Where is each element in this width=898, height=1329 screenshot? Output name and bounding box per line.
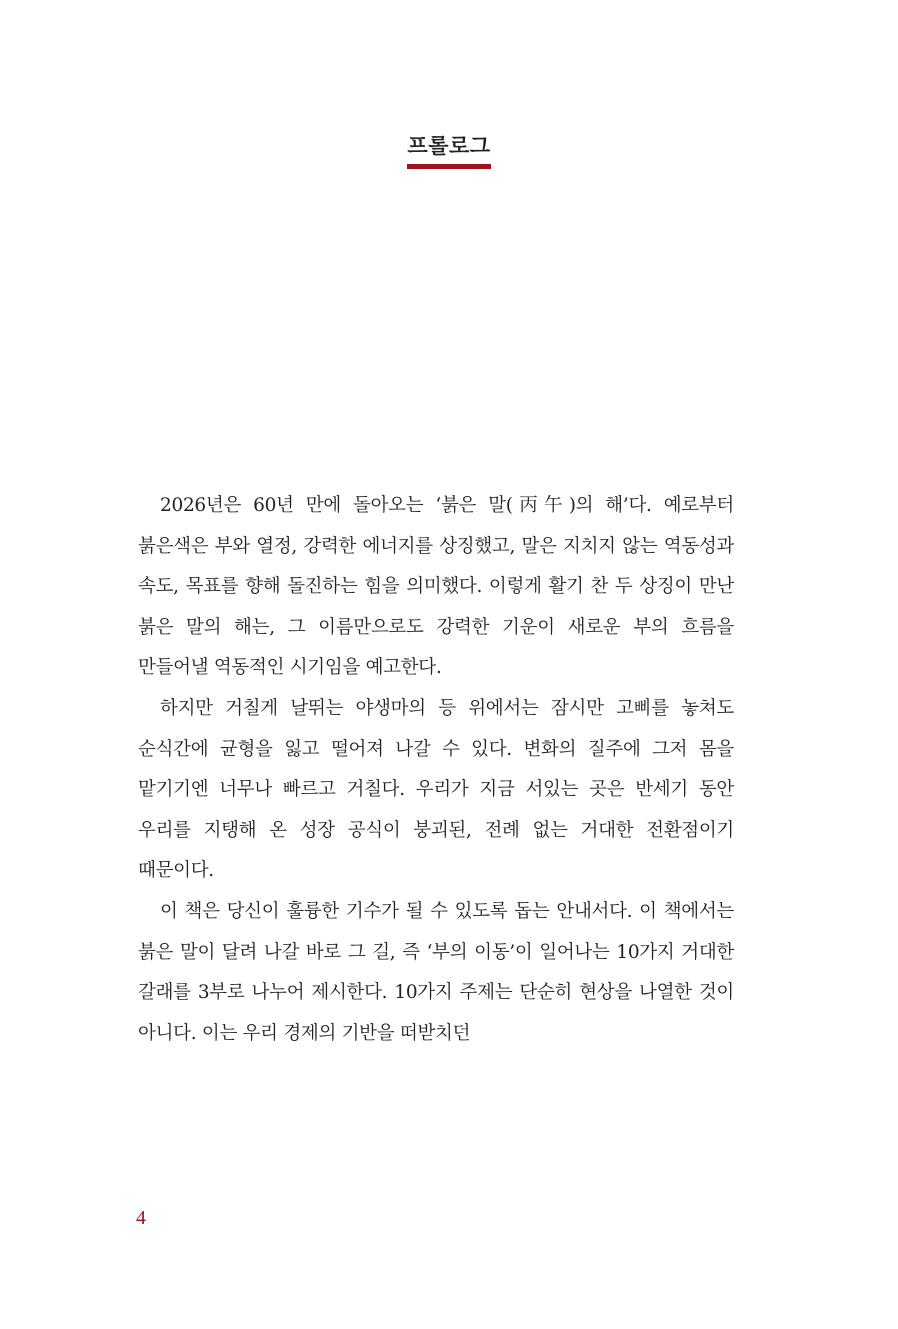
paragraph: 이 책은 당신이 훌륭한 기수가 될 수 있도록 돕는 안내서다. 이 책에서는 붉은 말이 달려 나갈 바로 그 길, 즉 ‘부의 이동’이 일어나는 10가지 거대한 갈래를 3부로 나누어 제시한다. 10가지 주제는 단순히 현상을 나열한 것이 아니다. 이는 우리 경제의 기반을 떠받치던 <box>138 900 734 1044</box>
page-number: 4 <box>136 1207 146 1229</box>
page-title-text: 프롤로그 <box>407 130 490 169</box>
paragraph: 하지만 거칠게 날뛰는 야생마의 등 위에서는 잠시만 고삐를 놓쳐도 순식간에 균형을 잃고 떨어져 나갈 수 있다. 변화의 질주에 그저 몸을 맡기기엔 너무나 빠르고 거칠다. 우리가 지금 서있는 곳은 반세기 동안 우리를 지탱해 온 성장 공식이 붕괴된, 전례 없는 거대한 전환점이기 때문이다. <box>138 697 734 882</box>
body-text <box>138 486 734 1054</box>
paragraph: 2026년은 60년 만에 돌아오는 ‘붉은 말(丙午)의 해’다. 예로부터 붉은색은 부와 열정, 강력한 에너지를 상징했고, 말은 지치지 않는 역동성과 속도, 목표를 향해 돌진하는 힘을 의미했다. 이렇게 활기 찬 두 상징이 만난 붉은 말의 해는, 그 이름만으로도 강력한 기운이 새로운 부의 흐름을 만들어낼 역동적인 시기임을 예고한다. <box>138 495 734 679</box>
page-title <box>0 130 898 169</box>
